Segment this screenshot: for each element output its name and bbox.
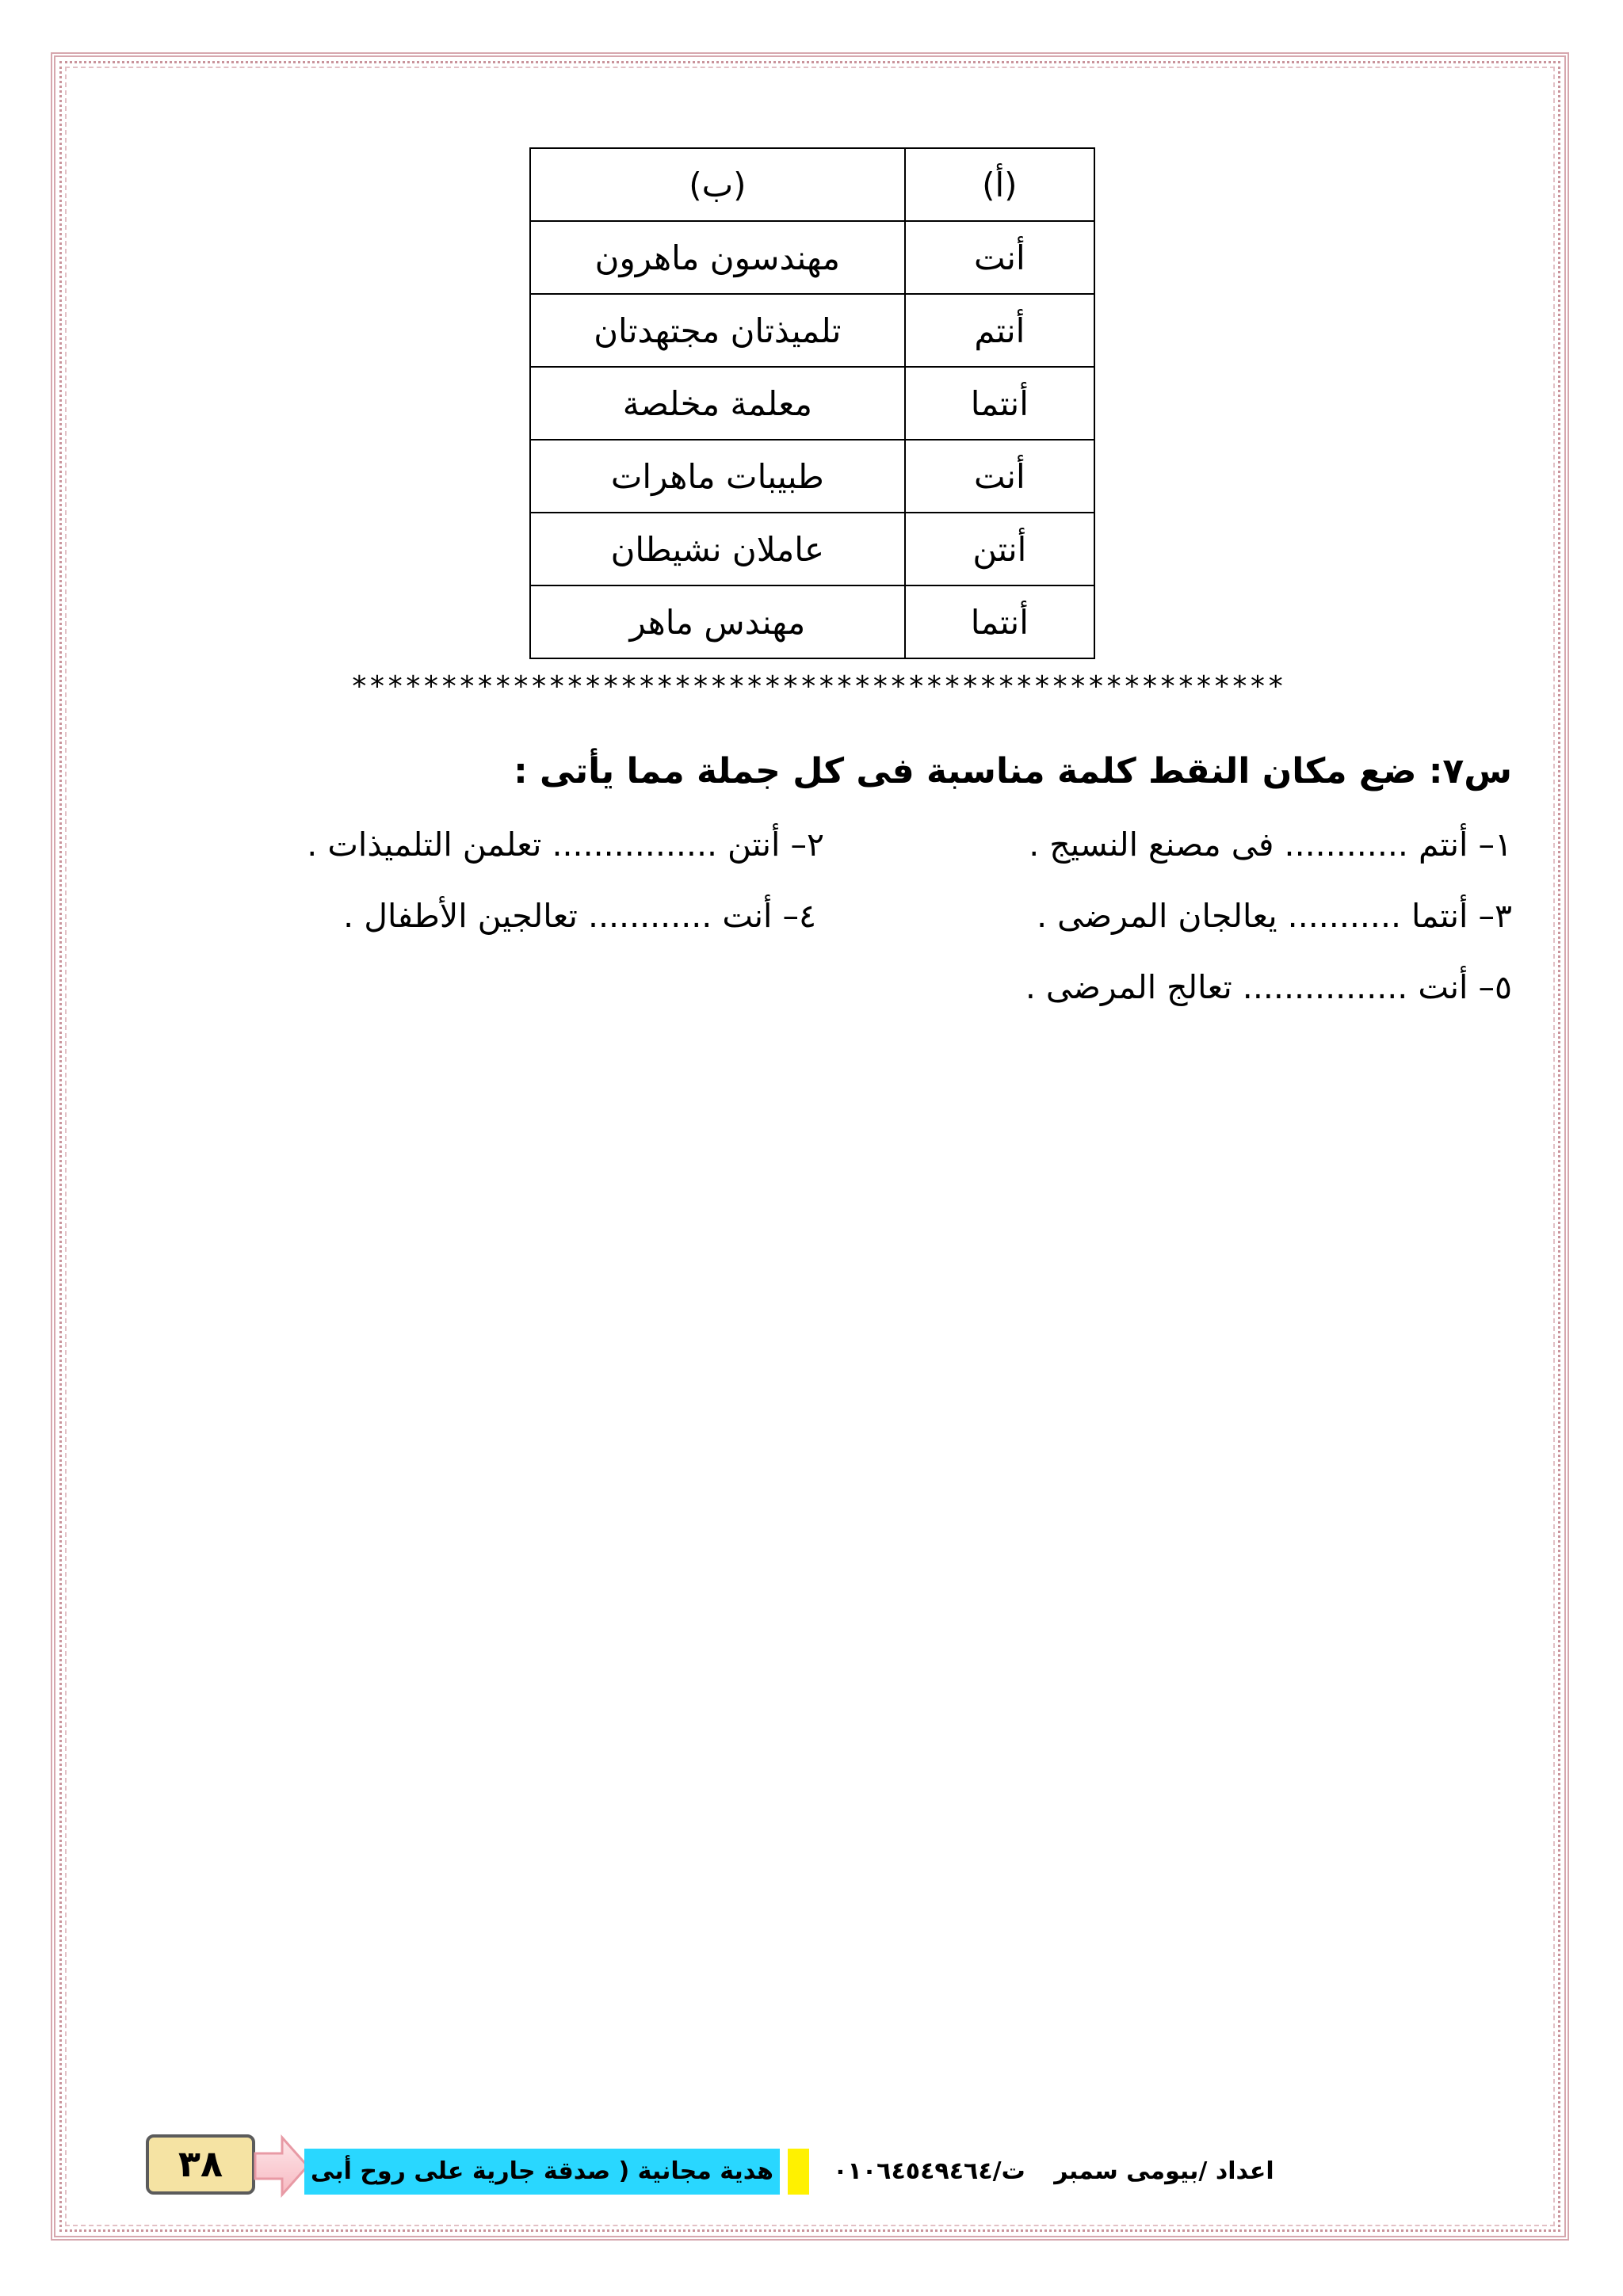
table-row xyxy=(530,294,1094,367)
table-row xyxy=(530,585,1094,658)
page-number-badge: ٣٨ xyxy=(146,2134,255,2195)
cell-phrase: طبيبات ماهرات xyxy=(530,440,905,513)
cell-phrase: تلميذتان مجتهدتان xyxy=(530,294,905,367)
cell-pronoun: أنتما xyxy=(905,367,1094,440)
matching-table xyxy=(529,147,1095,659)
table-row xyxy=(530,513,1094,585)
cell-phrase: عاملان نشيطان xyxy=(530,513,905,585)
footer-phone-highlight xyxy=(788,2149,808,2195)
cell-phrase: مهندس ماهر xyxy=(530,585,905,658)
footer-credits xyxy=(304,2149,1279,2195)
cell-phrase: معلمة مخلصة xyxy=(530,367,905,440)
exercise-item-2: ٢– أنتن ................ تعلمن التلميذات . xyxy=(307,826,824,864)
cell-pronoun: أنت xyxy=(905,440,1094,513)
exercise-item-3: ٣– أنتما ........... يعالجان المرضى . xyxy=(1037,897,1512,935)
exercise-item-4: ٤– أنت ............ تعالجين الأطفال . xyxy=(343,897,816,935)
header-column-b: (ب) xyxy=(530,148,905,221)
exercise-item-1: ١– أنتم ............ فى مصنع النسيج . xyxy=(1029,826,1512,864)
table-row xyxy=(530,367,1094,440)
cell-pronoun: أنتن xyxy=(905,513,1094,585)
footer-phone: ت/٠١٠٦٤٥٤٩٤٦٤ xyxy=(833,2157,1025,2185)
header-column-a: (أ) xyxy=(905,148,1094,221)
footer-gift-note: هدية مجانية ( صدقة جارية على روح أبى xyxy=(304,2149,780,2195)
table-row xyxy=(530,221,1094,294)
cell-pronoun: أنت xyxy=(905,221,1094,294)
table-header-row xyxy=(530,148,1094,221)
exercise-item-5: ٥– أنت ................ تعالج المرضى . xyxy=(1025,968,1512,1006)
table-row xyxy=(530,440,1094,513)
cell-pronoun: أنتما xyxy=(905,585,1094,658)
star-separator: **************************************************** xyxy=(350,670,1285,703)
cell-phrase: مهندسون ماهرون xyxy=(530,221,905,294)
arrow-right-icon xyxy=(252,2133,311,2199)
question-title: س٧: ضع مكان النقط كلمة مناسبة فى كل جملة مما يأتى : xyxy=(514,751,1512,791)
footer-author: اعداد /بيومى سمبر xyxy=(1054,2157,1274,2185)
cell-pronoun: أنتم xyxy=(905,294,1094,367)
